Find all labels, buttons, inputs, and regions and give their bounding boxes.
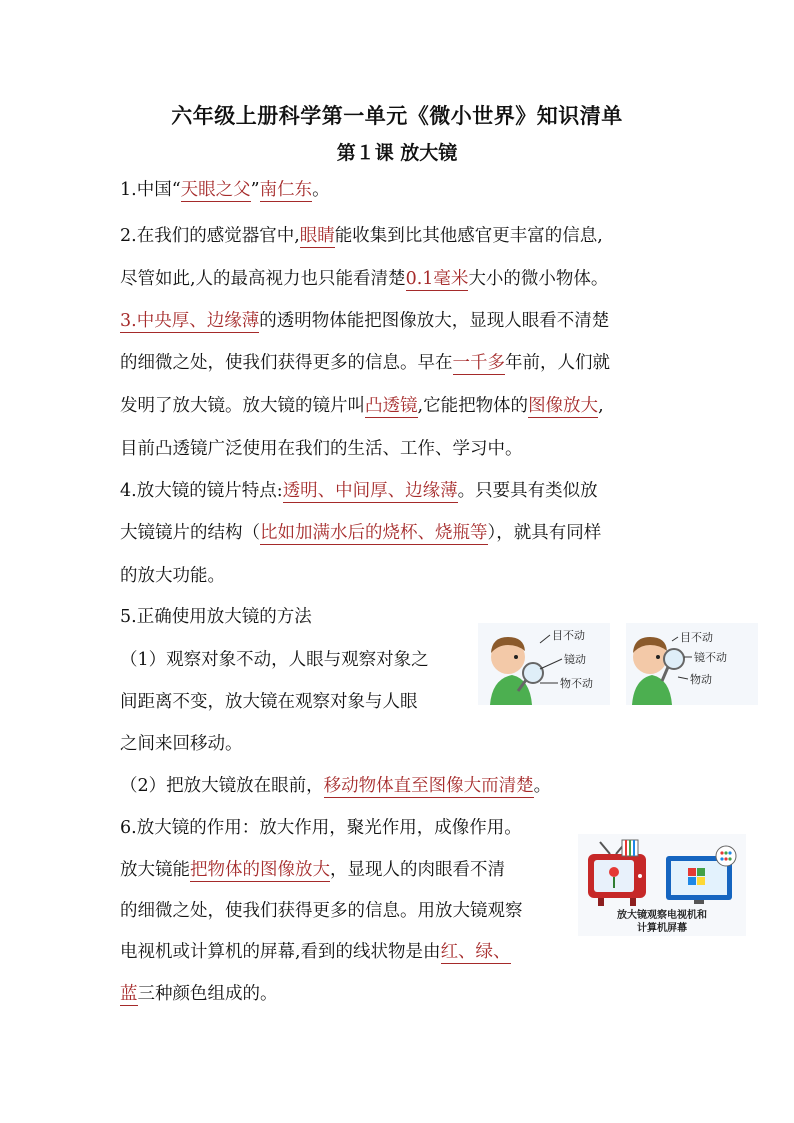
blank-answer: 3.中央厚、边缘薄 [120, 311, 260, 331]
item-5-heading: 5.正确使用放大镜的方法 [120, 607, 312, 627]
item-2-line-2 [120, 267, 608, 291]
text: 三种颜色组成的。 [137, 984, 278, 1004]
item-2-line-1 [120, 224, 603, 248]
blank-answer: 南仁东 [259, 180, 313, 200]
blank-answer: 眼睛 [299, 226, 335, 246]
item-5-step-2 [120, 774, 551, 798]
text: 大镜镜片的结构（ [120, 523, 260, 543]
blank-answer: 透明、中间厚、边缘薄 [282, 481, 458, 501]
item-5-step-1-line-3: 之间来回移动。 [120, 734, 243, 754]
label-object-still: 物不动 [560, 677, 593, 690]
item-6-line-5 [120, 982, 278, 1006]
text: 能收集到比其他感官更丰富的信息, [334, 226, 603, 246]
figure-caption-line-2: 计算机屏幕 [637, 923, 687, 934]
text: 发明了放大镜。放大镜的镜片叫 [120, 396, 365, 416]
page-title: 六年级上册科学第一单元《微小世界》知识清单 [171, 103, 623, 128]
blank-answer: 比如加满水后的烧杯、烧瓶等 [260, 523, 488, 543]
item-6-line-1: 6.放大镜的作用：放大作用，聚光作用，成像作用。 [120, 818, 522, 838]
text: 年前，人们就 [505, 353, 610, 373]
figure-caption-line-1: 放大镜观察电视机和 [617, 910, 707, 921]
blank-answer: 图像放大 [528, 396, 599, 416]
item-4-line-3: 的放大功能。 [120, 566, 225, 586]
figure-object-moves [626, 623, 758, 705]
blank-answer: 蓝 [120, 984, 138, 1004]
blank-answer: 天眼之父 [180, 180, 251, 200]
text: ,它能把物体的 [417, 396, 529, 416]
text: ，显现人的肉眼看不清 [330, 860, 505, 880]
blank-answer: 移动物体直至图像大而清楚 [323, 776, 534, 796]
text: 尽管如此,人的最高视力也只能看清楚 [120, 269, 406, 289]
item-6-line-2 [120, 858, 505, 882]
item-3-line-2 [120, 351, 610, 375]
figure-lens-moves [478, 623, 610, 705]
text: 1.中国“ [120, 180, 181, 200]
text: 。 [533, 776, 552, 796]
text: 。只要具有类似放 [457, 481, 598, 501]
blank-answer: 一千多 [452, 353, 505, 373]
blank-answer: 0.1毫米 [405, 269, 469, 289]
text: 的细微之处，使我们获得更多的信息。早在 [120, 353, 453, 373]
text: ），就具有同样 [487, 523, 602, 543]
item-3-line-1 [120, 309, 609, 333]
magnifier-icon [664, 649, 684, 669]
blank-answer: 凸透镜 [365, 396, 418, 416]
item-3-line-4: 目前凸透镜广泛使用在我们的生活、工作、学习中。 [120, 439, 523, 459]
label-lens-moves: 镜动 [564, 653, 586, 666]
item-1 [120, 178, 330, 202]
blank-answer: 红、绿、 [440, 942, 511, 962]
item-5-step-1-line-1: （1）观察对象不动，人眼与观察对象之 [120, 650, 429, 670]
item-4-line-2 [120, 521, 601, 545]
item-3-line-3 [120, 394, 604, 418]
text: ” [250, 180, 260, 200]
item-6-line-3: 的细微之处，使我们获得更多的信息。用放大镜观察 [120, 901, 523, 921]
text: 4.放大镜的镜片特点: [120, 481, 283, 501]
text: 。 [312, 180, 330, 200]
text: , [598, 396, 604, 416]
label-eye-still: 目不动 [552, 629, 585, 642]
lesson-subtitle: 第１课 放大镜 [336, 142, 458, 164]
blank-answer: 把物体的图像放大 [190, 860, 330, 880]
text: 大小的微小物体。 [468, 269, 609, 289]
label-lens-still: 镜不动 [694, 651, 727, 664]
item-5-step-1-line-2: 间距离不变，放大镜在观察对象与人眼 [120, 692, 418, 712]
text: 的透明物体能把图像放大，显现人眼看不清楚 [259, 311, 610, 331]
item-6-line-4 [120, 940, 511, 964]
label-object-moves: 物动 [690, 673, 712, 686]
figure-screens [578, 834, 746, 936]
text: （2）把放大镜放在眼前， [120, 776, 324, 796]
text: 电视机或计算机的屏幕,看到的线状物是由 [120, 942, 441, 962]
item-4-line-1 [120, 479, 598, 503]
text: 2.在我们的感觉器官中, [120, 226, 300, 246]
label-eye-still: 目不动 [680, 631, 713, 644]
text: 放大镜能 [120, 860, 190, 880]
